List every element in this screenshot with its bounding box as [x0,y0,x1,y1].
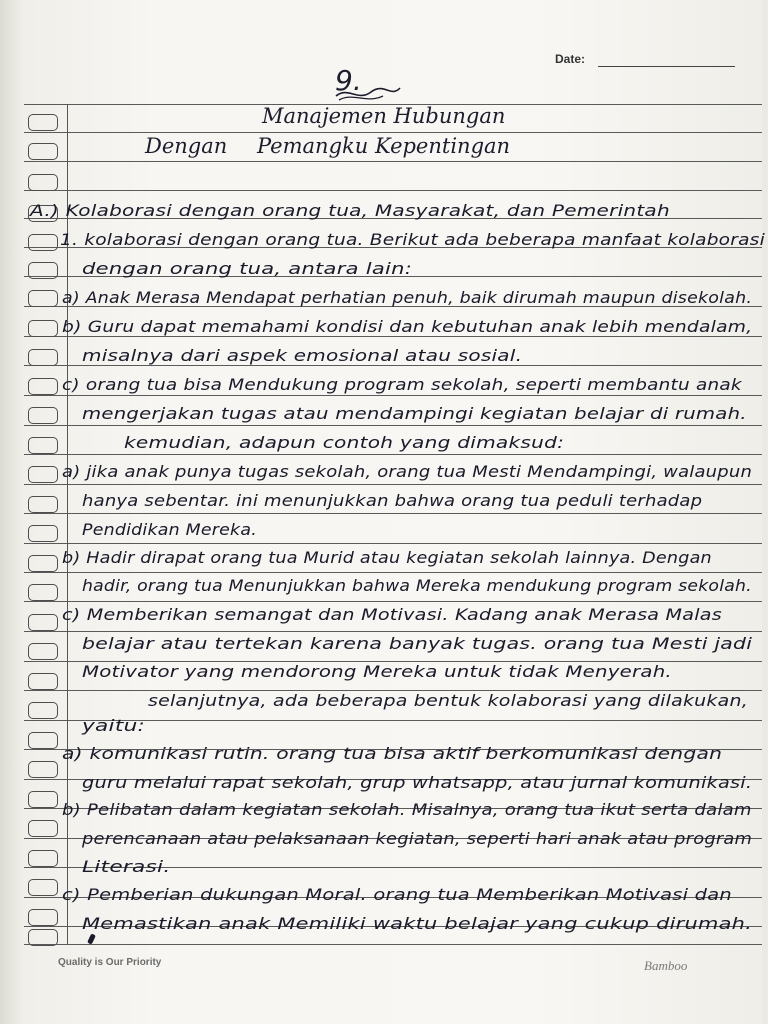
margin-checkbox [28,702,58,719]
ruled-line [24,631,762,632]
margin-checkbox [28,437,58,454]
margin-checkbox [28,174,58,191]
margin-checkbox [28,234,58,251]
ruled-line [24,336,762,337]
handwritten-line: selanjutnya, ada beberapa bentuk kolaborasi yang dilakukan, [148,691,748,710]
margin-checkbox [28,929,58,946]
handwritten-line: Memastikan anak Memiliki waktu belajar yang cukup dirumah. [82,914,753,933]
margin-checkbox [28,466,58,483]
margin-checkbox [28,879,58,896]
handwritten-line: a) Anak Merasa Mendapat perhatian penuh, baik dirumah maupun disekolah. [62,288,753,307]
margin-checkbox [28,320,58,337]
handwritten-line: belajar atau tertekan karena banyak tugas. orang tua Mesti jadi [82,634,753,653]
ruled-line [24,513,762,514]
margin-checkbox [28,673,58,690]
margin-checkbox [28,378,58,395]
handwritten-line: Literasi. [82,857,171,876]
handwritten-line: kemudian, adapun contoh yang dimaksud: [124,433,565,452]
margin-checkbox [28,850,58,867]
ruled-line [24,601,762,602]
margin-checkbox [28,114,58,131]
ruled-line [24,365,762,366]
margin-checkbox [28,584,58,601]
margin-checkbox [28,407,58,424]
margin-checkbox [28,614,58,631]
handwritten-line: Motivator yang mendorong Mereka untuk tidak Menyerah. [82,662,672,681]
ruled-line [24,190,762,191]
ruled-line [24,484,762,485]
page-number: 9. [335,64,362,97]
handwritten-line: b) Hadir dirapat orang tua Murid atau kegiatan sekolah lainnya. Dengan [62,548,712,567]
margin-checkbox [28,761,58,778]
margin-checkbox [28,525,58,542]
handwritten-line: 1. kolaborasi dengan orang tua. Berikut ada beberapa manfaat kolaborasi [60,230,765,249]
handwritten-line: c) orang tua bisa Mendukung program sekolah, seperti membantu anak [62,375,742,394]
handwritten-line: dengan orang tua, antara lain: [82,259,413,278]
handwritten-line: Pendidikan Mereka. [82,520,257,539]
margin-checkbox [28,791,58,808]
margin-checkbox [28,643,58,660]
handwritten-line: guru melalui rapat sekolah, grup whatsapp, atau jurnal komunikasi. [82,773,753,792]
handwritten-line: yaitu: [82,716,146,735]
handwritten-line: A.) Kolaborasi dengan orang tua, Masyarakat, dan Pemerintah [30,201,670,220]
margin-checkbox [28,732,58,749]
margin-checkbox [28,496,58,513]
handwritten-line: misalnya dari aspek emosional atau sosial. [82,346,523,365]
ruled-line [24,944,762,945]
ruled-line [24,425,762,426]
ruled-line [24,572,762,573]
ruled-line [24,395,762,396]
handwritten-line: b) Pelibatan dalam kegiatan sekolah. Misalnya, orang tua ikut serta dalam [62,800,752,819]
margin-checkbox [28,909,58,926]
margin-checkbox [28,820,58,837]
handwritten-line: hadir, orang tua Menunjukkan bahwa Mereka mendukung program sekolah. [82,576,752,595]
handwritten-line: a) jika anak punya tugas sekolah, orang tua Mesti Mendampingi, walaupun [62,462,753,481]
handwritten-line: perencanaan atau pelaksanaan kegiatan, seperti hari anak atau program [82,829,753,848]
date-label: Date: [555,52,586,66]
ruled-line [24,454,762,455]
handwritten-line: b) Guru dapat memahami kondisi dan kebutuhan anak lebih mendalam, [62,317,753,336]
margin-checkbox [28,290,58,307]
handwritten-line: hanya sebentar. ini menunjukkan bahwa orang tua peduli terhadap [82,491,703,510]
ruled-line [24,543,762,544]
margin-checkbox [28,349,58,366]
ruled-line [24,132,762,133]
handwritten-line: c) Memberikan semangat dan Motivasi. Kadang anak Merasa Malas [62,605,722,624]
margin-checkbox [28,555,58,572]
title-line-2-part-a: Dengan [145,134,228,158]
margin-checkbox [28,143,58,160]
handwritten-line: mengerjakan tugas atau mendampingi kegiatan belajar di rumah. [82,404,747,423]
footer-brand: Bamboo [644,958,688,973]
handwritten-line: a) komunikasi rutin. orang tua bisa aktif berkomunikasi dengan [62,744,723,763]
title-line-1: Manajemen Hubungan [262,104,506,128]
title-line-2-part-b: Pemangku Kepentingan [257,134,511,158]
ruled-line [24,161,762,162]
footer-slogan: Quality is Our Priority [58,957,162,968]
margin-checkbox [28,262,58,279]
handwritten-line: c) Pemberian dukungan Moral. orang tua Memberikan Motivasi dan [62,885,732,904]
